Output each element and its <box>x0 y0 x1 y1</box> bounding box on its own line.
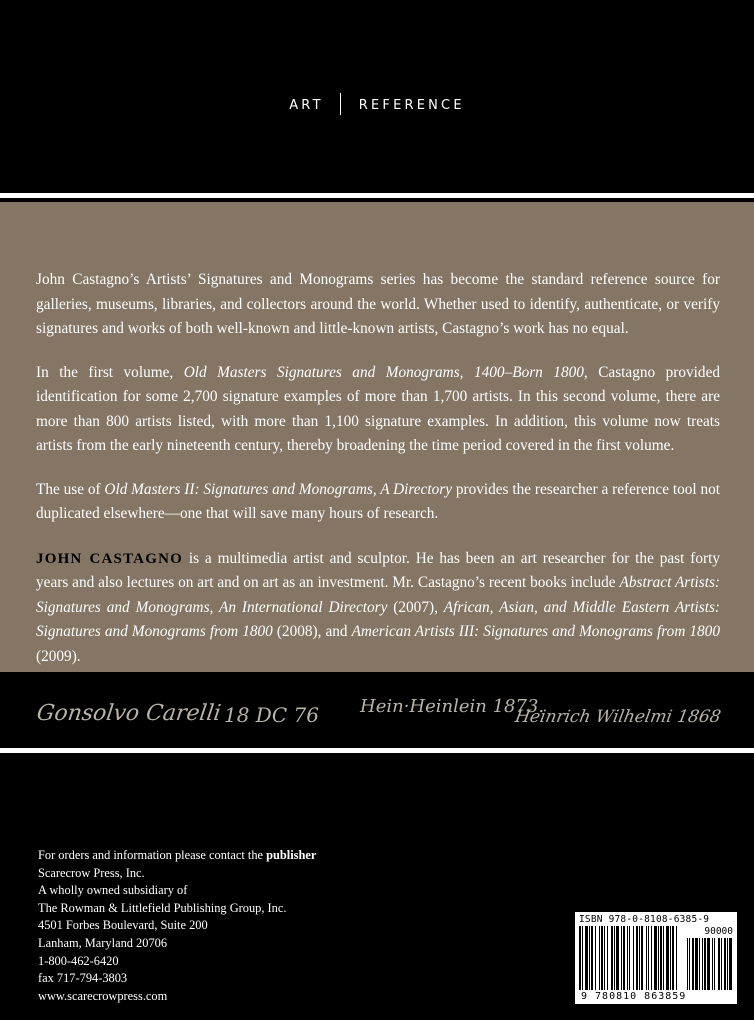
barcode-bar <box>636 926 638 990</box>
barcode-bar <box>676 926 677 990</box>
barcode-bar <box>604 926 605 990</box>
signature-carelli <box>35 692 223 732</box>
barcode-bar <box>666 926 669 990</box>
price-bar <box>718 938 720 990</box>
white-rule-bottom <box>0 748 754 753</box>
author-bio: JOHN CASTAGNO is a multimedia artist and sculptor. He has been an art researcher for the past forty years and also lectures on art and on art as an investment. Mr. Castagno’s recent books include Abstract Artists: Signatures and Monograms, An International Directory (2007), African, Asian, and Middle Eastern Artists: Signatures and Monograms from 1800 (2008), and American Artists III: Signatures and Monograms from 1800 (2009). <box>36 549 720 665</box>
category-divider <box>340 93 341 115</box>
price-bar <box>714 938 715 990</box>
barcode-bar <box>633 926 634 990</box>
barcode-bar <box>629 926 630 990</box>
contact-line-1: For orders and information please contact the publisher <box>38 848 317 862</box>
price-bar <box>687 938 688 990</box>
isbn-label: ISBN 978-0-8108-6385-9 <box>579 914 710 925</box>
category-label <box>0 93 754 115</box>
blurb-paragraph-2: In the first volume, Old Masters Signatures and Monograms, 1400–Born 1800, Castagno provided identification for some 2,700 signature examples of more than 1,700 artists. In this second volume, there are more than 800 artists listed, with more than 1,100 signature examples. In addition, this volume now treats artists from the early nineteenth century, thereby broadening the time period covered in the first volume. <box>36 363 721 454</box>
barcode-bar <box>670 926 671 990</box>
barcode <box>575 912 737 1004</box>
price-bar <box>707 938 710 990</box>
contact-line-6: Lanham, Maryland 20706 <box>38 935 168 950</box>
price-bar <box>699 938 700 990</box>
barcode-bar <box>599 926 600 990</box>
blurb-paragraph-1: John Castagno’s Artists’ Signatures and Monograms series has become the standard reference source for galleries, museums, libraries, and collectors around the world. Whether used to identify, authenticate, or verify signatures and works of both well-known and little-known artists, Castagno’s work has no equal. <box>36 271 720 337</box>
barcode-bar <box>651 926 652 990</box>
price-bar <box>729 938 732 990</box>
signature-monogram-text: 18 DC 76 <box>224 703 319 727</box>
barcode-bar <box>623 926 625 990</box>
contact-line-4: The Rowman & Littlefield Publishing Group, Inc. <box>38 900 287 915</box>
barcode-bar <box>627 926 628 990</box>
signature-heinlein-text: Hein·Heinlein 1873. <box>360 696 545 717</box>
barcode-bar <box>639 926 640 990</box>
price-bar <box>689 938 690 990</box>
contact-line-2: Scarecrow Press, Inc. <box>38 865 145 880</box>
barcode-bar <box>621 926 622 990</box>
price-bar <box>692 938 694 990</box>
signature-monogram <box>222 688 322 734</box>
barcode-bar <box>595 926 596 990</box>
signature-wilhelmi <box>513 690 728 734</box>
signature-heinlein <box>358 684 545 740</box>
book-title: Old Masters II: Signatures and Monograms, A Directory <box>104 480 452 498</box>
contact-website: www.scarecrowpress.com <box>38 988 168 1003</box>
ean-digits: 9 780810 863859 <box>581 991 687 1002</box>
barcode-bar <box>648 926 649 990</box>
barcode-bar <box>611 926 613 990</box>
signature-carelli-text: Gonsolvo Carelli <box>35 700 223 726</box>
top-band <box>0 0 754 192</box>
barcode-bar <box>660 926 662 990</box>
price-bar <box>702 938 703 990</box>
signature-wilhelmi-text: Heinrich Wilhelmi 1868 <box>513 707 723 727</box>
barcode-bar <box>646 926 647 990</box>
white-rule-top <box>0 193 754 198</box>
contact-line-3: A wholly owned subsidiary of <box>38 883 188 898</box>
barcode-bar <box>654 926 657 990</box>
barcode-bar <box>585 926 588 990</box>
barcode-bar <box>641 926 643 990</box>
blurb-text <box>36 268 720 688</box>
blurb-paragraph-3: The use of Old Masters II: Signatures and Monograms, A Directory provides the researcher a reference tool not duplicated elsewhere—one that will save many hours of research. <box>36 480 721 522</box>
price-code: 90000 <box>704 926 733 937</box>
publisher-contact <box>38 847 316 1005</box>
contact-line-7: 1-800-462-6420 <box>38 953 119 968</box>
book-title: Old Masters Signatures and Monograms, 1400–Born 1800 <box>183 363 584 381</box>
contact-line-8: fax 717-794-3803 <box>38 971 128 986</box>
barcode-bar <box>582 926 583 990</box>
barcode-bar <box>601 926 603 990</box>
category-art: ART <box>289 98 324 113</box>
barcode-bar <box>607 926 608 990</box>
price-bar <box>727 938 728 990</box>
barcode-bar <box>658 926 659 990</box>
barcode-bar <box>589 926 590 990</box>
category-reference: REFERENCE <box>358 98 465 113</box>
contact-line-5: 4501 Forbes Boulevard, Suite 200 <box>38 918 208 933</box>
barcode-bar <box>663 926 664 990</box>
price-bar <box>695 938 698 990</box>
price-bar <box>721 938 722 990</box>
barcode-bar <box>591 926 593 990</box>
barcode-bar <box>579 926 581 990</box>
price-bar <box>724 938 726 990</box>
signature-band <box>0 674 754 748</box>
barcode-bar <box>672 926 674 990</box>
barcode-bar <box>614 926 615 990</box>
price-bar <box>704 938 706 990</box>
description-panel <box>0 202 754 672</box>
author-name: JOHN CASTAGNO <box>36 550 183 567</box>
price-bar <box>712 938 713 990</box>
barcode-bar <box>616 926 619 990</box>
